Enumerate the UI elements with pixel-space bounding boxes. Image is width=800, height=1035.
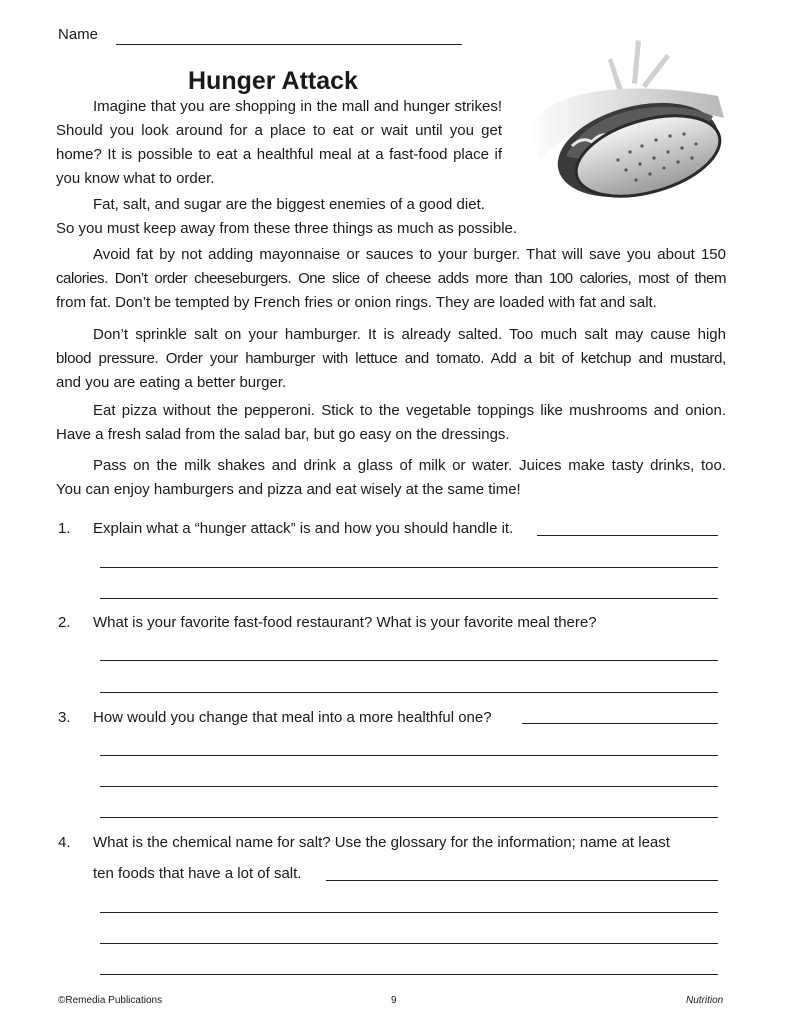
text-line: Avoid fat by not adding mayonnaise or sauces to your burger. That will save you about 150 bbox=[93, 246, 726, 263]
footer-subject: Nutrition bbox=[686, 995, 724, 1006]
text-line: home? It is possible to eat a healthful meal at a fast-food place if bbox=[56, 146, 502, 163]
paragraph-2 bbox=[56, 193, 540, 241]
answer-line[interactable] bbox=[100, 660, 718, 661]
text-line: Should you look around for a place to eat or wait until you get bbox=[56, 122, 502, 139]
answer-line[interactable] bbox=[100, 598, 718, 599]
question-2-number: 2. bbox=[58, 614, 71, 631]
answer-line[interactable] bbox=[100, 974, 718, 975]
page-title: Hunger Attack bbox=[188, 67, 358, 95]
answer-line[interactable] bbox=[100, 943, 718, 944]
question-4-number: 4. bbox=[58, 834, 71, 851]
text-line: blood pressure. Order your hamburger with lettuce and tomato. Add a bit of ketchup and mustard, bbox=[56, 350, 726, 367]
answer-line[interactable] bbox=[326, 880, 718, 881]
text-line: Have a fresh salad from the salad bar, but go easy on the dressings. bbox=[56, 426, 510, 443]
footer-publisher: ©Remedia Publications bbox=[58, 995, 163, 1006]
question-3-text: How would you change that meal into a more healthful one? bbox=[93, 709, 492, 726]
answer-line[interactable] bbox=[537, 535, 718, 536]
name-label: Name bbox=[58, 26, 99, 43]
text-line: Pass on the milk shakes and drink a glass of milk or water. Juices make tasty drinks, too. bbox=[93, 457, 726, 474]
text-line: Imagine that you are shopping in the mall and hunger strikes! bbox=[93, 98, 502, 115]
question-1-number: 1. bbox=[58, 520, 71, 537]
footer-page-number: 9 bbox=[391, 995, 397, 1006]
text-line: You can enjoy hamburgers and pizza and eat wisely at the same time! bbox=[56, 481, 521, 498]
text-line: So you must keep away from these three things as much as possible. bbox=[56, 220, 518, 237]
question-2-text: What is your favorite fast-food restaurant? What is your favorite meal there? bbox=[93, 614, 597, 631]
question-3-number: 3. bbox=[58, 709, 71, 726]
paragraph-4 bbox=[56, 323, 726, 395]
text-line: calories. Don’t order cheeseburgers. One slice of cheese adds more than 100 calories, most of them bbox=[56, 270, 726, 287]
paragraph-5 bbox=[56, 399, 726, 447]
paragraph-6 bbox=[56, 454, 726, 502]
text-line: Fat, salt, and sugar are the biggest enemies of a good diet. bbox=[93, 196, 485, 213]
answer-line[interactable] bbox=[100, 786, 718, 787]
text-line: from fat. Don’t be tempted by French fries or onion rings. They are loaded with fat and salt. bbox=[56, 294, 657, 311]
answer-line[interactable] bbox=[100, 567, 718, 568]
answer-line[interactable] bbox=[100, 692, 718, 693]
name-answer-line[interactable] bbox=[116, 44, 462, 45]
answer-line[interactable] bbox=[100, 755, 718, 756]
answer-line[interactable] bbox=[100, 817, 718, 818]
paragraph-1 bbox=[56, 95, 502, 191]
hamburger-icon bbox=[518, 38, 730, 218]
answer-line[interactable] bbox=[522, 723, 718, 724]
text-line: and you are eating a better burger. bbox=[56, 374, 287, 391]
text-line: Eat pizza without the pepperoni. Stick to the vegetable toppings like mushrooms and onion. bbox=[93, 402, 726, 419]
text-line: you know what to order. bbox=[56, 170, 215, 187]
question-4-text: What is the chemical name for salt? Use the glossary for the information; name at least bbox=[93, 834, 670, 851]
paragraph-3 bbox=[56, 243, 726, 315]
question-4-text-cont: ten foods that have a lot of salt. bbox=[93, 865, 302, 882]
answer-line[interactable] bbox=[100, 912, 718, 913]
text-line: Don’t sprinkle salt on your hamburger. It is already salted. Too much salt may cause high bbox=[93, 326, 726, 343]
question-1-text: Explain what a “hunger attack” is and how you should handle it. bbox=[93, 520, 514, 537]
